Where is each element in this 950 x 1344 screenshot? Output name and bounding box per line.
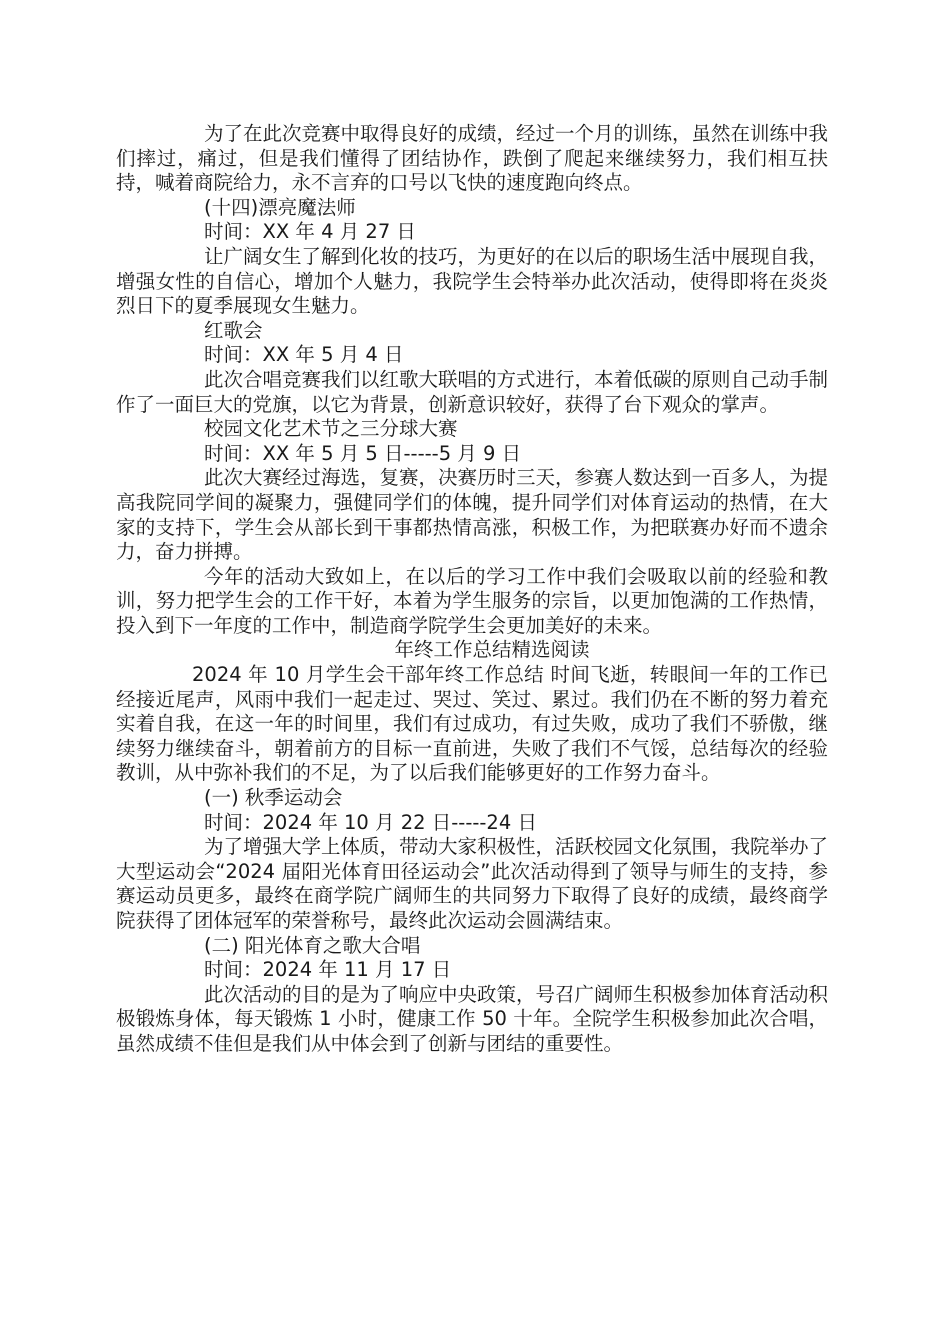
section-date-chorus: 时间：2024 年 11 月 17 日: [204, 958, 452, 982]
section-date-autumn-games: 时间：2024 年 10 月 22 日-----24 日: [204, 810, 537, 834]
paragraph-conclusion: 今年的活动大致如上，在以后的学习工作中我们会吸取以前的经验和教训，努力把学生会的工作干好，本着为学生服务的宗旨，以更加饱满的工作热情，投入到下一年度的工作中，制造商学院学生会更加美好的未来。: [116, 564, 828, 637]
article-title: 年终工作总结精选阅读: [394, 638, 590, 662]
section-date-makeup: 时间：XX 年 4 月 27 日: [204, 220, 416, 244]
paragraph-red-song: 此次合唱竞赛我们以红歌大联唱的方式进行，本着低碳的原则自己动手制作了一面巨大的党旗，以它为背景，创新意识较好，获得了台下观众的掌声。: [116, 367, 829, 416]
paragraph-makeup: 让广阔女生了解到化妆的技巧，为更好的在以后的职场生活中展现自我，增强女性的自信心，增加个人魅力，我院学生会特举办此次活动，使得即将在炎炎烈日下的夏季展现女生魅力。: [116, 244, 829, 318]
paragraph-intro: 2024 年 10 月学生会干部年终工作总结 时间飞逝，转眼间一年的工作已经接近尾声，风雨中我们一起走过、哭过、笑过、累过。我们仍在不断的努力着充实着自我，在这一年的时间里，我们有过成功，有过失败，成功了我们不骄傲，继续努力继续奋斗，朝着前方的目标一直前进，失败了我们不气馁，总结每次的经验教训，从中弥补我们的不足，为了以后我们能够更好的工作努力奋斗。: [116, 663, 828, 785]
document-body: [116, 122, 828, 1057]
section-heading-makeup: (十四)漂亮魔法师: [204, 195, 356, 219]
section-heading-three-point: 校园文化艺术节之三分球大赛: [204, 417, 458, 441]
section-date-red-song: 时间：XX 年 5 月 4 日: [204, 343, 404, 367]
paragraph-training: 为了在此次竞赛中取得良好的成绩，经过一个月的训练，虽然在训练中我们摔过，痛过，但是我们懂得了团结协作，跌倒了爬起来继续努力，我们相互扶持，喊着商院给力，永不言弃的口号以飞快的速度跑向终点。: [116, 122, 829, 195]
section-heading-chorus: (二) 阳光体育之歌大合唱: [204, 933, 421, 957]
section-date-three-point: 时间：XX 年 5 月 5 日-----5 月 9 日: [204, 441, 522, 465]
paragraph-three-point: 此次大赛经过海选，复赛，决赛历时三天，参赛人数达到一百多人，为提高我院同学间的凝聚力，强健同学们的体魄，提升同学们对体育运动的热情，在大家的支持下，学生会从部长到干事都热情高涨，积极工作，为把联赛办好而不遗余力，奋力拼搏。: [116, 466, 829, 564]
paragraph-autumn-games: 为了增强大学上体质，带动大家积极性，活跃校园文化氛围，我院举办了大型运动会“2024 届阳光体育田径运动会”此次活动得到了领导与师生的支持，参赛运动员更多，最终在商学院广阔师生的共同努力下取得了良好的成绩，最终商学院获得了团体冠军的荣誉称号，最终此次运动会圆满结束。: [116, 835, 829, 932]
section-heading-red-song: 红歌会: [204, 318, 263, 342]
paragraph-chorus: 此次活动的目的是为了响应中央政策，号召广阔师生积极参加体育活动积极锻炼身体，每天锻炼 1 小时，健康工作 50 十年。全院学生积极参加此次合唱，虽然成绩不佳但是我们从中体会到了创新与团结的重要性。: [116, 982, 829, 1055]
section-heading-autumn-games: (一) 秋季运动会: [204, 786, 343, 810]
